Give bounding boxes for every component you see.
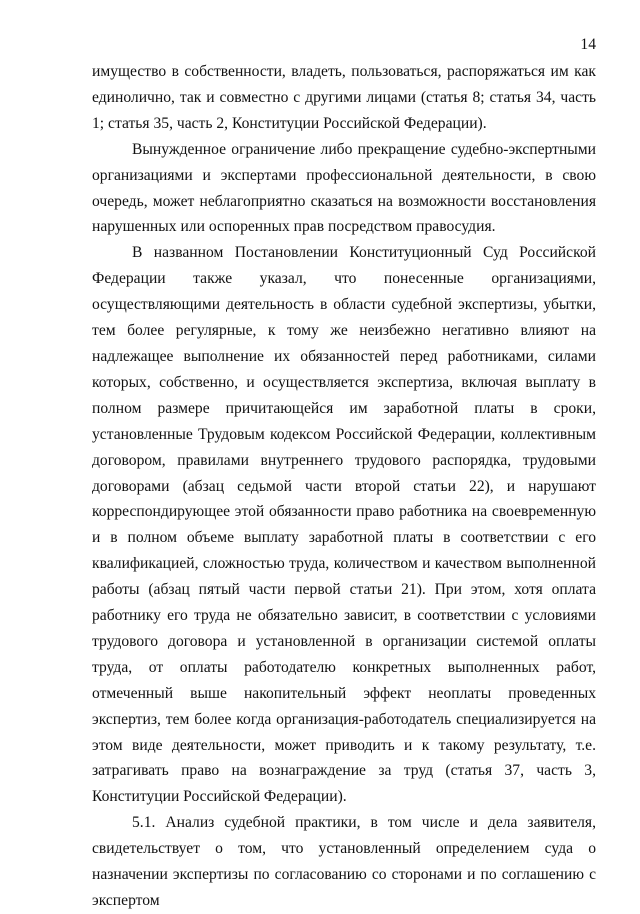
paragraph-constitutional-court: В названном Постановлении Конституционный Суд Российской Федерации также указал, что понесенные организациями, осуществляющими деятельность в области судебной экспертизы, убытки, тем более регулярные, к тому же неизбежно негативно влияют на надлежащее выполнение их обязанностей перед работниками, силами которых, собственно, и осуществляется экспертиза, включая выплату в полном размере причитающейся им заработной платы в сроки, установленные Трудовым кодексом Российской Федерации, коллективным договором, правилами внутреннего трудового распорядка, трудовыми договорами (абзац седьмой части второй статьи 22), и нарушают корреспондирующее этой обязанности право работника на своевременную и в полном объеме выплату заработной платы в соответствии с его квалификацией, сложностью труда, количеством и качеством выполненной работы (абзац пятый части первой статьи 21). При этом, хотя оплата работнику его труда не обязательно зависит, в соответствии с условиями трудового договора и установленной в организации системой оплаты труда, от оплаты работодателю конкретных выполненных работ, отмеченный выше накопительный эффект неоплаты проведенных экспертиз, тем более когда организация-работодатель специализируется на этом виде деятельности, может приводить и к такому результату, т.е. затрагивать право на вознаграждение за труд (статья 37, часть 3, Конституции Российской Федерации). xyxy=(92,244,596,806)
body-text xyxy=(92,59,596,914)
paragraph-5-1-analysis: 5.1. Анализ судебной практики, в том числе и дела заявителя, свидетельствует о том, что установленный определением суда о назначении экспертизы по согласованию со сторонами и по соглашению с экспертом xyxy=(92,814,596,909)
page-number: 14 xyxy=(580,36,596,53)
paragraph-restriction: Вынужденное ограничение либо прекращение судебно-экспертными организациями и экспертами профессиональной деятельности, в свою очередь, может неблагоприятно сказаться на возможности восстановления нарушенных или оспоренных прав посредством правосудия. xyxy=(92,140,596,236)
paragraph-continuation: имущество в собственности, владеть, пользоваться, распоряжаться им как единолично, так и совместно с другими лицами (статья 8; статья 34, часть 1; статья 35, часть 2, Конституции Российской Федерации). xyxy=(92,63,596,132)
